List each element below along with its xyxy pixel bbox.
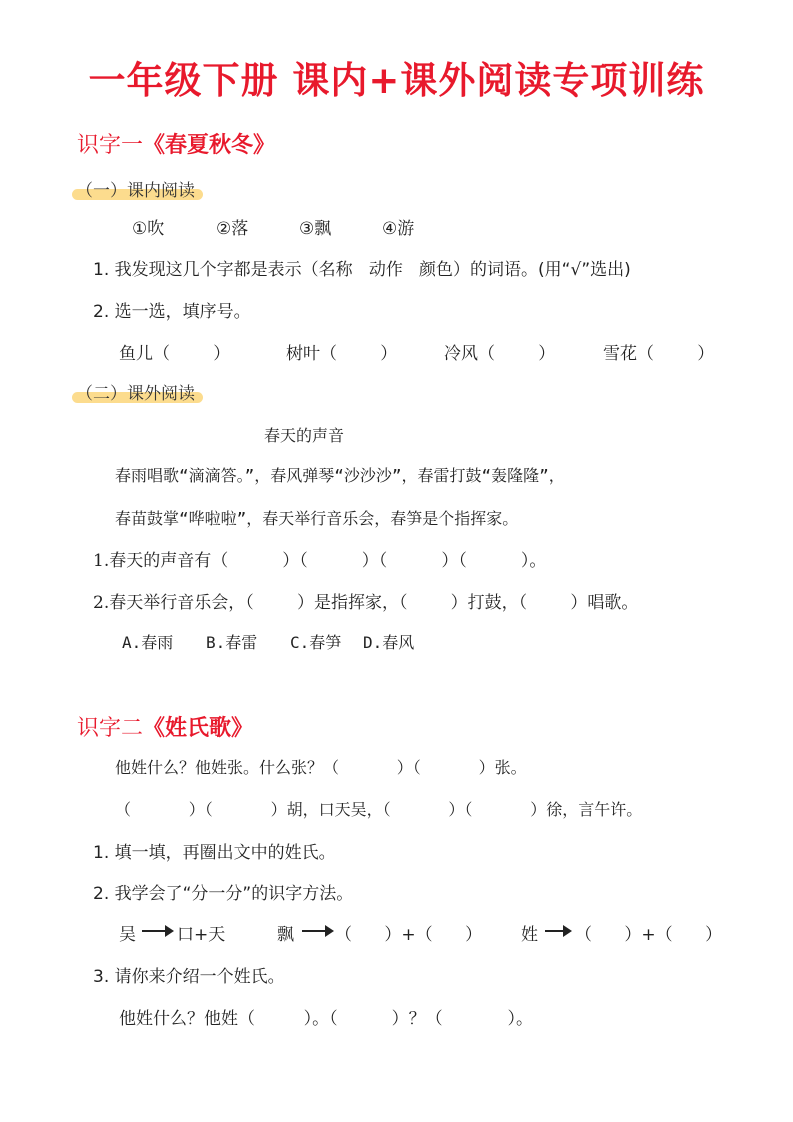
char-item: ③飘 — [299, 219, 332, 239]
answer-blank-item: 树叶（ ） — [286, 344, 398, 364]
question-4: 2.春天举行音乐会，（ ）是指挥家，（ ）打鼓，（ ）唱歌。 — [93, 593, 639, 613]
option-item: C.春笋 — [290, 633, 342, 652]
answer-blank-item: 雪花（ ） — [603, 344, 715, 364]
option-item: D.春风 — [363, 633, 415, 652]
split-char: 吴 — [119, 925, 136, 945]
lesson-1-heading — [77, 128, 275, 159]
option-item: B.春雷 — [206, 633, 258, 652]
split-char: 姓 — [521, 925, 538, 945]
question-2: 2. 选一选，填序号。 — [93, 302, 251, 322]
char-item: ②落 — [216, 219, 249, 239]
poem-line: 春雨唱歌“滴滴答。”，春风弹琴“沙沙沙”，春雷打鼓“轰隆隆”， — [115, 466, 565, 485]
lesson-2-heading — [77, 711, 253, 742]
question-1: 1. 我发现这几个字都是表示（名称 动作 颜色）的词语。(用“√”选出) — [93, 260, 631, 280]
lesson-1-name: 《春夏秋冬》 — [143, 133, 276, 158]
lesson-2-prefix: 识字二 — [77, 716, 144, 741]
split-char: 飘 — [277, 925, 294, 945]
section-in-class-label: （一）课内阅读 — [76, 181, 195, 201]
question-1: 1. 填一填，再圈出文中的姓氏。 — [93, 843, 336, 863]
question-3-answer-line: 他姓什么？他姓（ ）。（ ）？（ ）。 — [119, 1009, 534, 1029]
poem-line: 春苗鼓掌“哗啦啦”，春天举行音乐会，春笋是个指挥家。 — [115, 509, 519, 528]
lesson-2-name: 《姓氏歌》 — [143, 716, 254, 741]
split-result: （ ）+（ ） — [575, 925, 723, 945]
question-2: 2. 我学会了“分一分”的识字方法。 — [93, 884, 354, 904]
poem-title: 春天的声音 — [264, 426, 345, 445]
question-3: 1.春天的声音有（ ）（ ）（ ）（ ）。 — [93, 551, 547, 571]
answer-blank-item: 冷风（ ） — [444, 344, 556, 364]
option-item: A.春雨 — [122, 633, 174, 652]
answer-blank-item: 鱼儿（ ） — [119, 344, 231, 364]
section-extra-label: （二）课外阅读 — [76, 384, 195, 404]
char-item: ④游 — [382, 219, 415, 239]
arrow-right-icon — [142, 930, 172, 932]
section-extra-reading — [72, 379, 203, 404]
split-result: 口+天 — [177, 925, 226, 945]
page-title: 一年级下册 课内+课外阅读专项训练 — [88, 59, 705, 102]
arrow-right-icon — [545, 930, 570, 932]
char-item: ①吹 — [132, 219, 165, 239]
section-in-class-reading — [72, 176, 203, 201]
text-line: 他姓什么？他姓张。什么张？（ ）（ ）张。 — [115, 758, 527, 777]
question-3: 3. 请你来介绍一个姓氏。 — [93, 967, 285, 987]
arrow-right-icon — [302, 930, 332, 932]
text-line: （ ）（ ）胡，口天吴，（ ）（ ）徐，言午许。 — [115, 800, 643, 819]
lesson-1-prefix: 识字一 — [77, 133, 144, 158]
split-result: （ ）+（ ） — [335, 925, 483, 945]
